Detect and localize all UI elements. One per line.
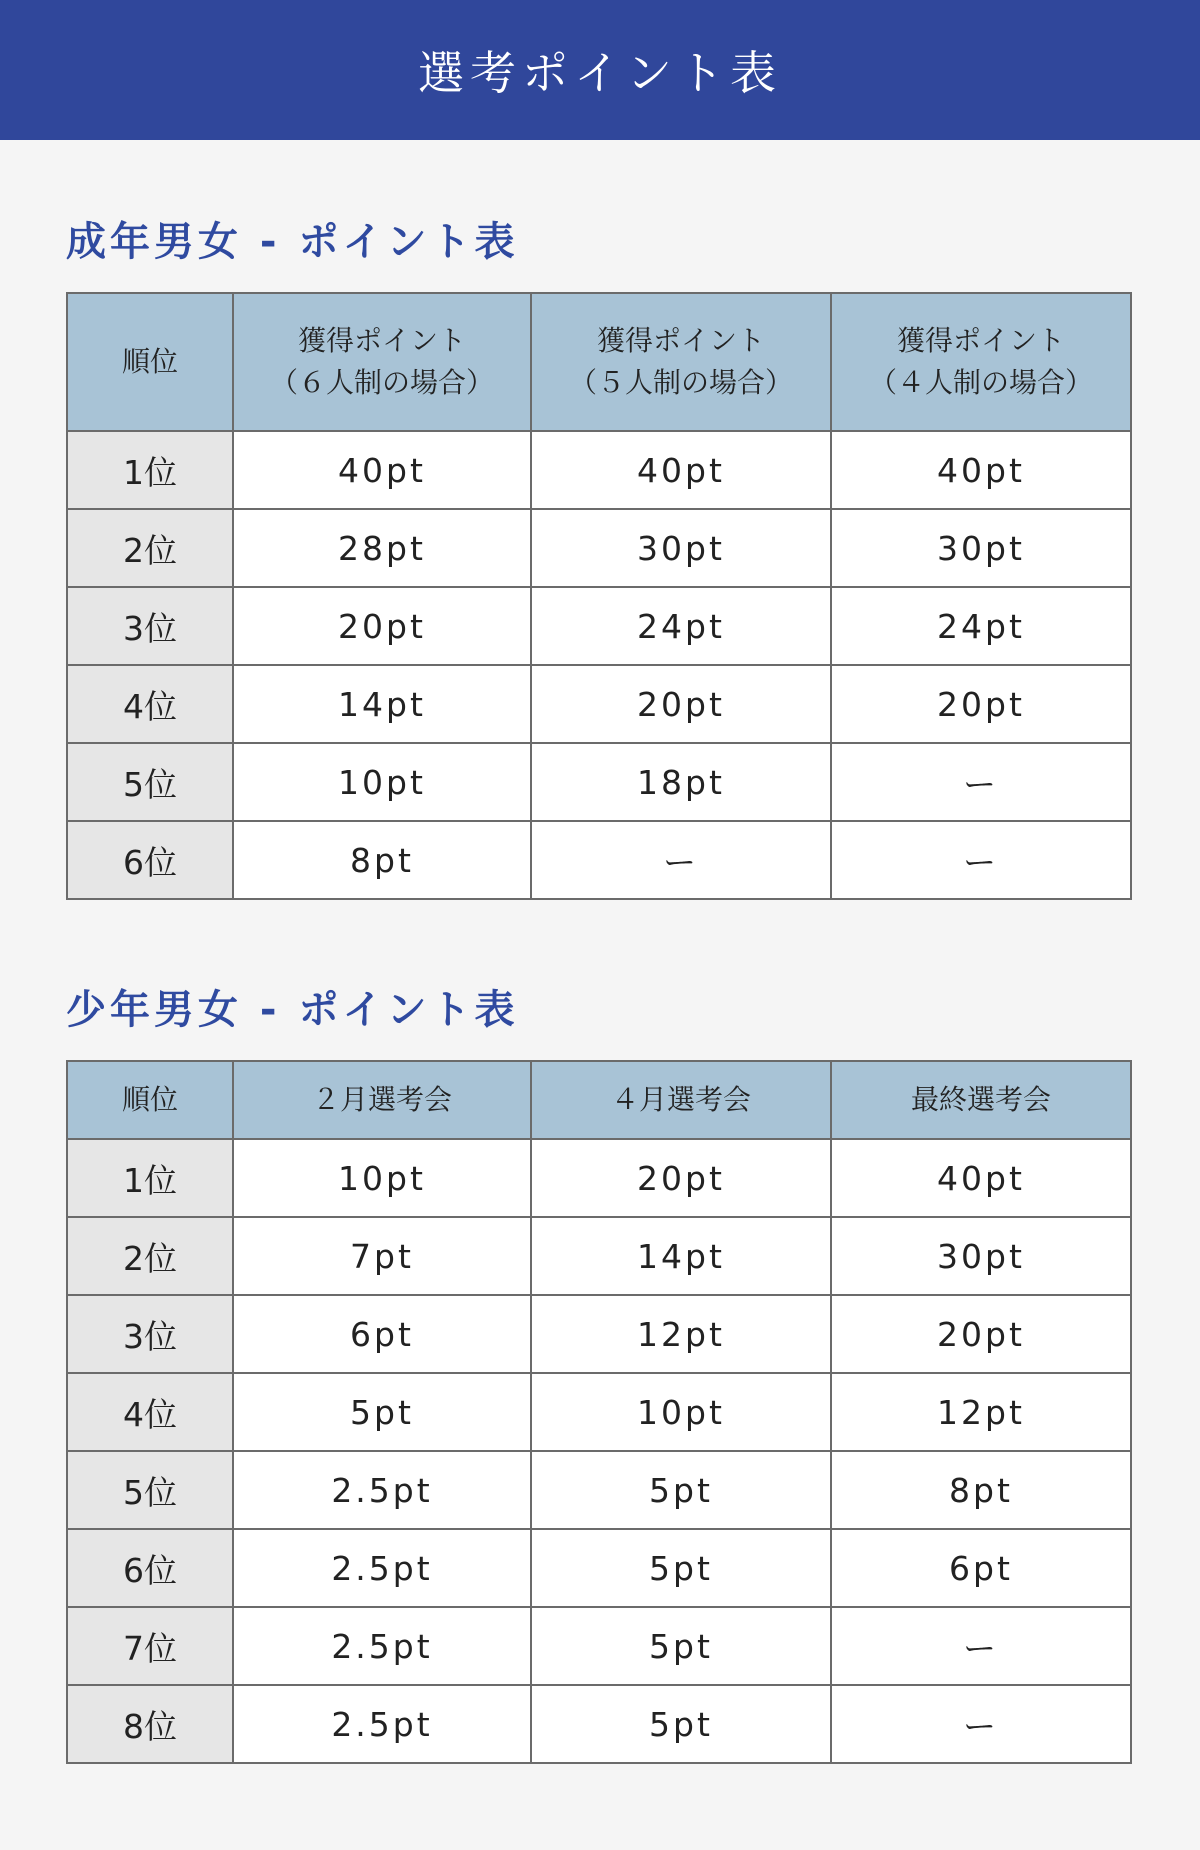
table-header-row xyxy=(67,1061,1131,1139)
points-cell: 40pt xyxy=(531,431,831,509)
points-cell: 2.5pt xyxy=(233,1529,531,1607)
points-cell: 10pt xyxy=(233,743,531,821)
header-6-player xyxy=(233,293,531,431)
header-february-selection: ２月選考会 xyxy=(233,1061,531,1139)
header-line1: 獲得ポイント xyxy=(297,324,466,357)
rank-cell: 1位 xyxy=(67,1139,233,1217)
points-cell: 14pt xyxy=(531,1217,831,1295)
table-row xyxy=(67,1217,1131,1295)
header-5-player xyxy=(531,293,831,431)
points-cell: 24pt xyxy=(531,587,831,665)
points-cell: 12pt xyxy=(831,1373,1131,1451)
points-cell: 6pt xyxy=(831,1529,1131,1607)
points-cell: 6pt xyxy=(233,1295,531,1373)
rank-cell: 8位 xyxy=(67,1685,233,1763)
rank-cell: 6位 xyxy=(67,1529,233,1607)
page-title: 選考ポイント表 xyxy=(418,46,782,100)
points-cell: 12pt xyxy=(531,1295,831,1373)
table-row xyxy=(67,1685,1131,1763)
points-cell: 5pt xyxy=(531,1685,831,1763)
header-rank: 順位 xyxy=(67,293,233,431)
points-cell: 20pt xyxy=(233,587,531,665)
table-row xyxy=(67,509,1131,587)
points-cell: 5pt xyxy=(531,1451,831,1529)
points-cell: 40pt xyxy=(233,431,531,509)
rank-cell: 2位 xyxy=(67,1217,233,1295)
table-row xyxy=(67,821,1131,899)
table-row xyxy=(67,1295,1131,1373)
points-cell: 30pt xyxy=(831,509,1131,587)
points-cell: ー xyxy=(831,1685,1131,1763)
points-cell: ー xyxy=(531,821,831,899)
points-cell: 20pt xyxy=(831,665,1131,743)
youth-points-table xyxy=(66,1060,1132,1764)
points-cell: 20pt xyxy=(531,665,831,743)
header-final-selection: 最終選考会 xyxy=(831,1061,1131,1139)
points-cell: 5pt xyxy=(531,1529,831,1607)
rank-cell: 3位 xyxy=(67,1295,233,1373)
header-line2: （４人制の場合） xyxy=(868,366,1093,399)
youth-section-title: 少年男女 - ポイント表 xyxy=(66,987,519,1033)
rank-cell: 2位 xyxy=(67,509,233,587)
points-cell: 24pt xyxy=(831,587,1131,665)
table-row xyxy=(67,1373,1131,1451)
points-cell: 10pt xyxy=(233,1139,531,1217)
rank-cell: 4位 xyxy=(67,665,233,743)
points-cell: 2.5pt xyxy=(233,1607,531,1685)
points-cell: 2.5pt xyxy=(233,1451,531,1529)
rank-cell: 1位 xyxy=(67,431,233,509)
page-header xyxy=(0,0,1200,140)
table-header-row xyxy=(67,293,1131,431)
points-cell: 20pt xyxy=(831,1295,1131,1373)
header-april-selection: ４月選考会 xyxy=(531,1061,831,1139)
points-cell: ー xyxy=(831,1607,1131,1685)
points-cell: ー xyxy=(831,743,1131,821)
table-row xyxy=(67,587,1131,665)
table-row xyxy=(67,1529,1131,1607)
points-cell: 40pt xyxy=(831,1139,1131,1217)
points-cell: 40pt xyxy=(831,431,1131,509)
rank-cell: 7位 xyxy=(67,1607,233,1685)
header-4-player xyxy=(831,293,1131,431)
table-row xyxy=(67,1607,1131,1685)
points-cell: 2.5pt xyxy=(233,1685,531,1763)
points-cell: 14pt xyxy=(233,665,531,743)
adult-section-title: 成年男女 - ポイント表 xyxy=(66,219,519,265)
header-rank: 順位 xyxy=(67,1061,233,1139)
header-line2: （５人制の場合） xyxy=(568,366,793,399)
points-cell: 7pt xyxy=(233,1217,531,1295)
table-row xyxy=(67,665,1131,743)
points-cell: 20pt xyxy=(531,1139,831,1217)
table-row xyxy=(67,743,1131,821)
table-row xyxy=(67,1139,1131,1217)
points-cell: 10pt xyxy=(531,1373,831,1451)
points-cell: 28pt xyxy=(233,509,531,587)
points-cell: 30pt xyxy=(831,1217,1131,1295)
rank-cell: 5位 xyxy=(67,743,233,821)
rank-cell: 3位 xyxy=(67,587,233,665)
header-line1: 獲得ポイント xyxy=(896,324,1065,357)
points-cell: 8pt xyxy=(831,1451,1131,1529)
rank-cell: 4位 xyxy=(67,1373,233,1451)
header-line1: 獲得ポイント xyxy=(596,324,765,357)
table-row xyxy=(67,431,1131,509)
points-cell: 5pt xyxy=(531,1607,831,1685)
rank-cell: 6位 xyxy=(67,821,233,899)
table-row xyxy=(67,1451,1131,1529)
points-cell: 5pt xyxy=(233,1373,531,1451)
points-cell: 18pt xyxy=(531,743,831,821)
points-cell: 30pt xyxy=(531,509,831,587)
header-line2: （６人制の場合） xyxy=(269,366,494,399)
points-cell: 8pt xyxy=(233,821,531,899)
rank-cell: 5位 xyxy=(67,1451,233,1529)
points-cell: ー xyxy=(831,821,1131,899)
adult-points-table xyxy=(66,292,1132,900)
